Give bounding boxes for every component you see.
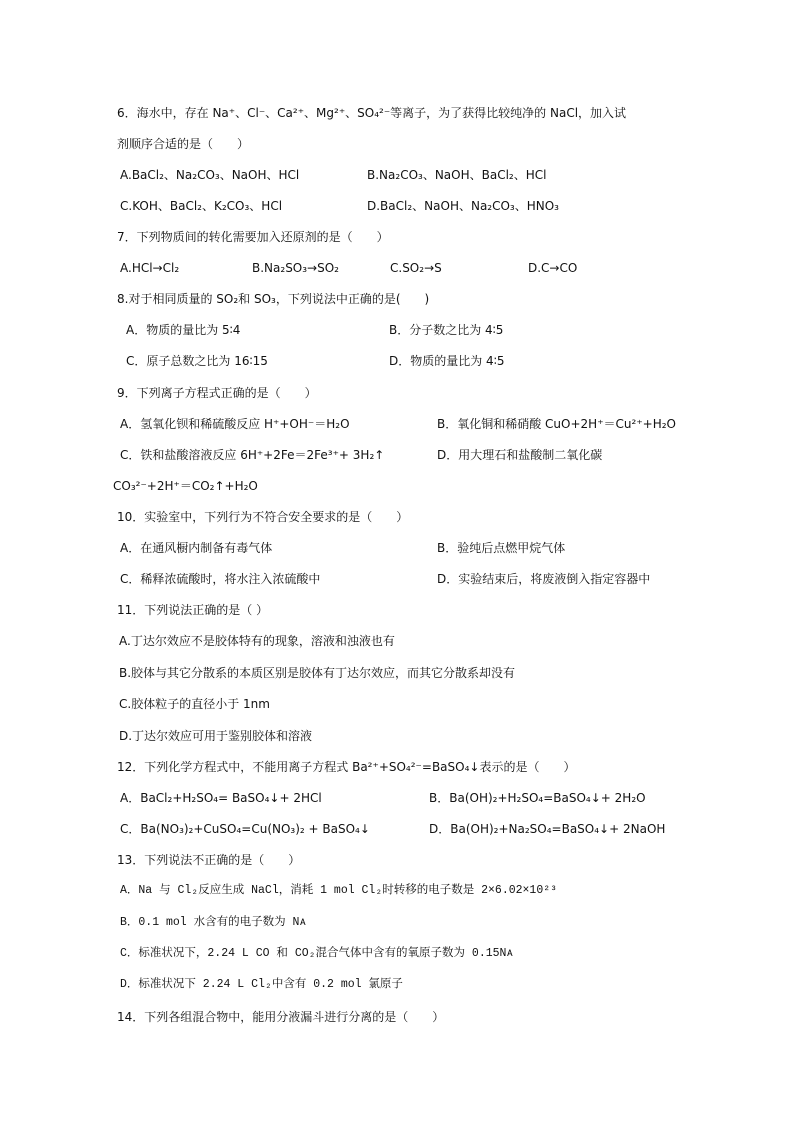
q10-stem: 10．实验室中，下列行为不符合安全要求的是（ ）	[117, 510, 409, 524]
q13-option-c: C．标准状况下，2.24 L CO 和 CO₂混合气体中含有的氧原子数为 0.15Nᴀ	[120, 947, 514, 960]
q12-stem: 12．下列化学方程式中，不能用离子方程式 Ba²⁺+SO₄²⁻=BaSO₄↓表示的是（ ）	[117, 760, 576, 774]
q8-option-a: A．物质的量比为 5∶4	[126, 323, 241, 337]
q13-option-a: A．Na 与 Cl₂反应生成 NaCl，消耗 1 mol Cl₂时转移的电子数是 2×6.02×10²³	[120, 884, 558, 897]
q11-option-b: B.胶体与其它分散系的本质区别是胶体有丁达尔效应，而其它分散系却没有	[119, 666, 516, 680]
q14-stem: 14．下列各组混合物中，能用分液漏斗进行分离的是（ ）	[117, 1010, 445, 1024]
q11-option-a: A.丁达尔效应不是胶体特有的现象，溶液和浊液也有	[119, 634, 395, 648]
q7-option-d: D.C→CO	[528, 261, 578, 275]
q9-option-d-equation: CO₃²⁻+2H⁺＝CO₂↑+H₂O	[113, 479, 258, 493]
q13-option-d: D．标准状况下 2.24 L Cl₂中含有 0.2 mol 氯原子	[120, 978, 403, 991]
q9-option-b: B．氧化铜和稀硝酸 CuO+2H⁺＝Cu²⁺+H₂O	[437, 417, 676, 431]
q7-stem: 7．下列物质间的转化需要加入还原剂的是（ ）	[117, 230, 389, 244]
q7-option-c: C.SO₂→S	[390, 261, 442, 275]
q8-option-d: D．物质的量比为 4∶5	[389, 354, 505, 368]
q6-option-c: C.KOH、BaCl₂、K₂CO₃、HCl	[120, 199, 283, 213]
q7-option-b: B.Na₂SO₃→SO₂	[252, 261, 339, 275]
q8-option-b: B．分子数之比为 4∶5	[389, 323, 504, 337]
q9-option-d: D．用大理石和盐酸制二氧化碳	[437, 448, 603, 462]
q6-option-b: B.Na₂CO₃、NaOH、BaCl₂、HCl	[367, 168, 547, 182]
q11-stem: 11．下列说法正确的是（ ）	[117, 603, 269, 617]
q6-stem-line1: 6．海水中，存在 Na⁺、Cl⁻、Ca²⁺、Mg²⁺、SO₄²⁻等离子，为了获得比较纯净的 NaCl，加入试	[117, 106, 627, 120]
q10-option-d: D．实验结束后，将废液倒入指定容器中	[437, 572, 651, 586]
q13-stem: 13．下列说法不正确的是（ ）	[117, 853, 301, 867]
q6-option-a: A.BaCl₂、Na₂CO₃、NaOH、HCl	[120, 168, 300, 182]
q12-option-d: D．Ba(OH)₂+Na₂SO₄=BaSO₄↓+ 2NaOH	[429, 822, 666, 836]
q11-option-d: D.丁达尔效应可用于鉴别胶体和溶液	[119, 729, 313, 743]
q7-option-a: A.HCl→Cl₂	[120, 261, 180, 275]
q8-stem: 8.对于相同质量的 SO₂和 SO₃，下列说法中正确的是( )	[117, 292, 430, 306]
q6-option-d: D.BaCl₂、NaOH、Na₂CO₃、HNO₃	[367, 199, 559, 213]
q12-option-c: C．Ba(NO₃)₂+CuSO₄=Cu(NO₃)₂ + BaSO₄↓	[120, 822, 370, 836]
q11-option-c: C.胶体粒子的直径小于 1nm	[119, 697, 270, 711]
q13-option-b: B．0.1 mol 水含有的电子数为 Nᴀ	[120, 916, 307, 929]
q8-option-c: C．原子总数之比为 16∶15	[126, 354, 268, 368]
q9-option-c: C．铁和盐酸溶液反应 6H⁺+2Fe＝2Fe³⁺+ 3H₂↑	[120, 448, 385, 462]
q10-option-c: C．稀释浓硫酸时，将水注入浓硫酸中	[120, 572, 321, 586]
q10-option-a: A．在通风橱内制备有毒气体	[120, 541, 273, 555]
q10-option-b: B．验纯后点燃甲烷气体	[437, 541, 566, 555]
q9-option-a: A．氢氧化钡和稀硫酸反应 H⁺+OH⁻＝H₂O	[120, 417, 350, 431]
q6-stem-line2: 剂顺序合适的是（ ）	[117, 137, 250, 151]
q9-stem: 9．下列离子方程式正确的是（ ）	[117, 386, 317, 400]
q12-option-b: B．Ba(OH)₂+H₂SO₄=BaSO₄↓+ 2H₂O	[429, 791, 646, 805]
q12-option-a: A．BaCl₂+H₂SO₄= BaSO₄↓+ 2HCl	[120, 791, 322, 805]
